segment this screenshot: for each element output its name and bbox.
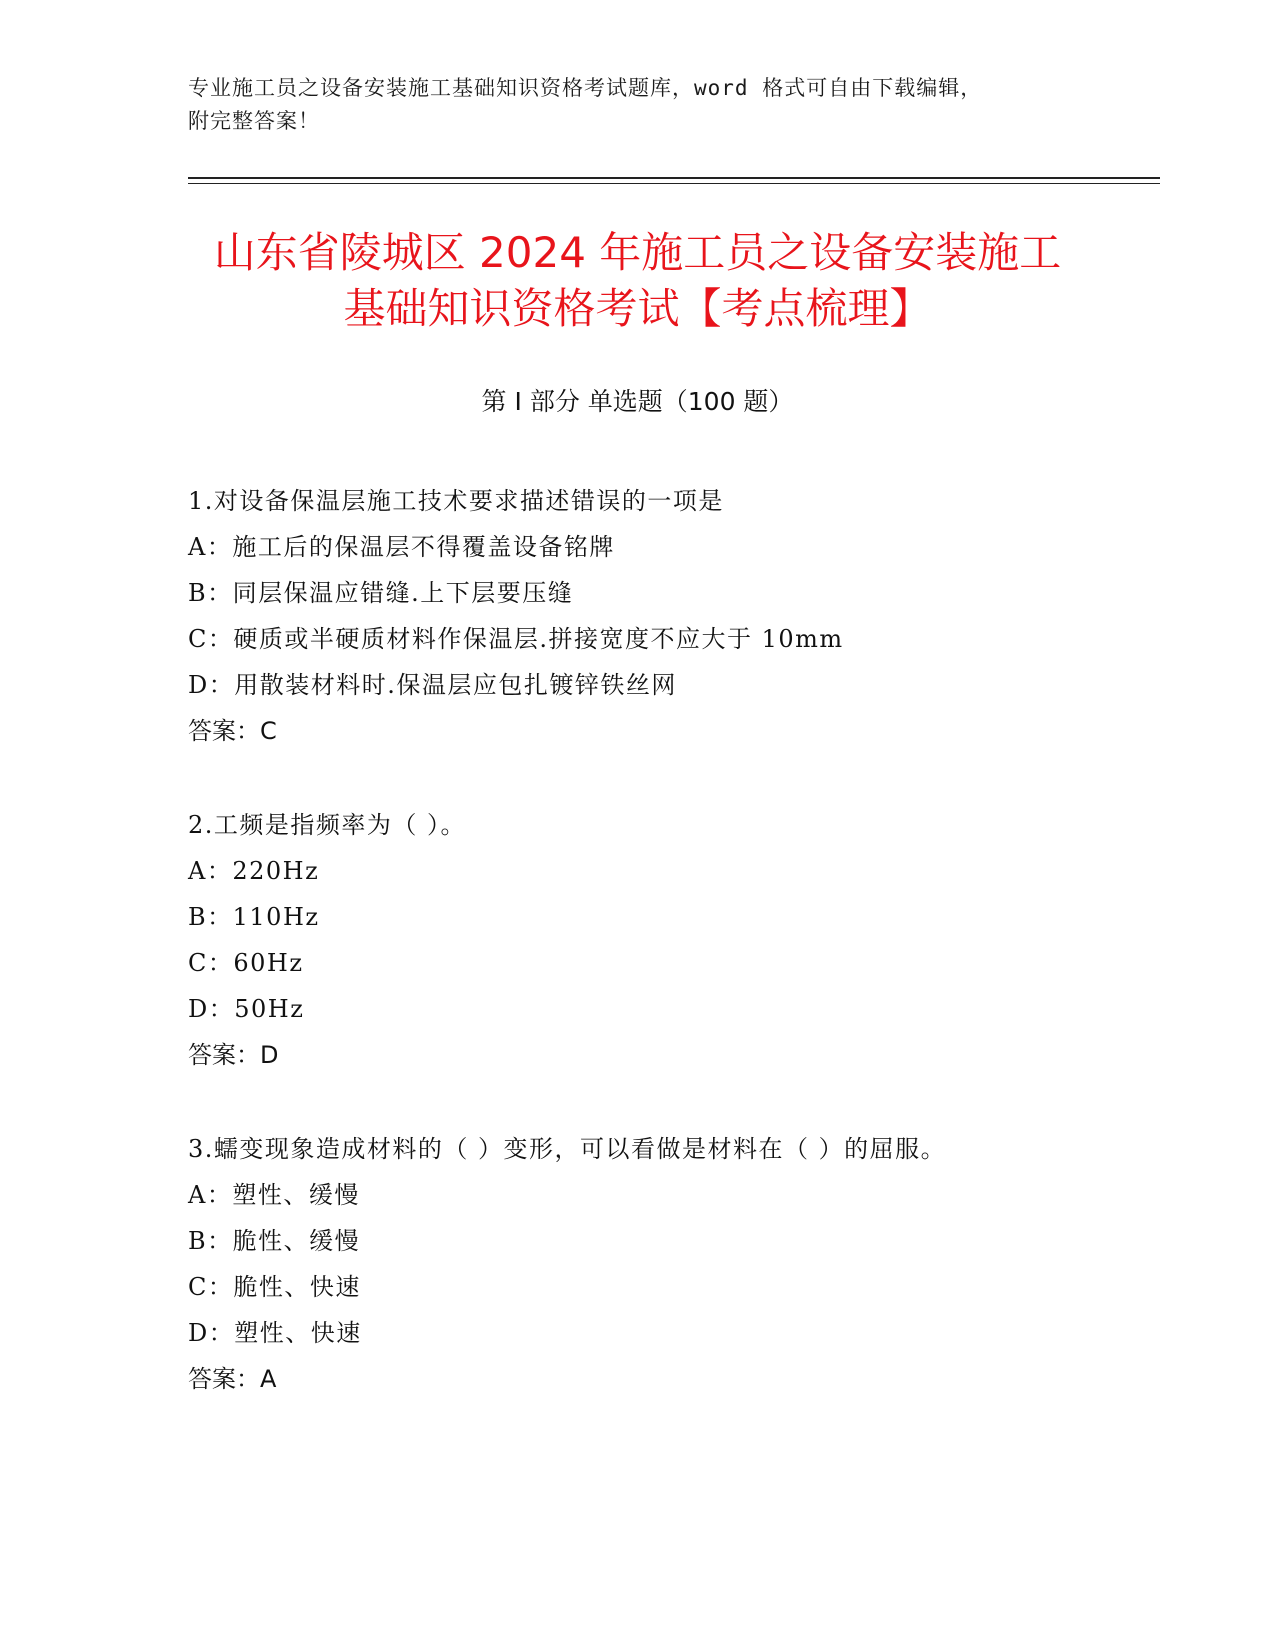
- document-title: [150, 225, 1125, 337]
- question-list: [188, 478, 1108, 1450]
- header-note-line-1: 专业施工员之设备安装施工基础知识资格考试题库，word 格式可自由下载编辑，: [188, 76, 983, 100]
- option-c: C：脆性、快速: [188, 1273, 361, 1301]
- option-a: A：施工后的保温层不得覆盖设备铭牌: [188, 533, 615, 561]
- section-heading: 第 I 部分 单选题（100 题）: [481, 387, 794, 416]
- question-stem: 3.蠕变现象造成材料的（ ）变形，可以看做是材料在（ ）的屈服。: [188, 1135, 947, 1163]
- option-b: B：脆性、缓慢: [188, 1227, 361, 1255]
- question-stem: 2.工频是指频率为（ ）。: [188, 811, 467, 839]
- answer: 答案：D: [188, 1041, 279, 1069]
- header-note: [188, 72, 1088, 138]
- header-note-line-2: 附完整答案！: [188, 109, 320, 133]
- question-1: [188, 478, 1108, 754]
- document-title-line-2: 基础知识资格考试【考点梳理】: [343, 284, 932, 333]
- option-c: C：硬质或半硬质材料作保温层.拼接宽度不应大于 10mm: [188, 625, 844, 653]
- header-divider-thick: [188, 177, 1160, 179]
- option-d: D：用散装材料时.保温层应包扎镀锌铁丝网: [188, 671, 677, 699]
- header-divider-thin: [188, 183, 1160, 184]
- question-stem: 1.对设备保温层施工技术要求描述错误的一项是: [188, 487, 724, 515]
- option-c: C：60Hz: [188, 949, 304, 977]
- option-a: A：塑性、缓慢: [188, 1181, 360, 1209]
- answer: 答案：A: [188, 1365, 277, 1393]
- option-b: B：110Hz: [188, 903, 320, 931]
- answer: 答案：C: [188, 717, 277, 745]
- option-d: D：塑性、快速: [188, 1319, 362, 1347]
- option-a: A：220Hz: [188, 857, 320, 885]
- question-3: [188, 1126, 1108, 1402]
- option-d: D：50Hz: [188, 995, 305, 1023]
- question-2: [188, 802, 1108, 1078]
- option-b: B：同层保温应错缝.上下层要压缝: [188, 579, 574, 607]
- document-title-line-1: 山东省陵城区 2024 年施工员之设备安装施工: [213, 228, 1062, 277]
